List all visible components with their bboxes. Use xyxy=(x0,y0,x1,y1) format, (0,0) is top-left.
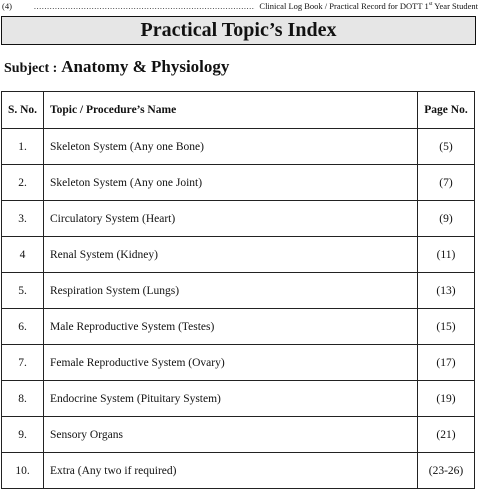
row-topic: Respiration System (Lungs) xyxy=(44,273,418,309)
running-head xyxy=(2,0,478,12)
row-page: (5) xyxy=(418,129,475,165)
row-topic: Endocrine System (Pituitary System) xyxy=(44,381,418,417)
index-table xyxy=(1,91,475,489)
row-sno: 2. xyxy=(2,165,44,201)
row-topic: Skeleton System (Any one Joint) xyxy=(44,165,418,201)
page-title: Practical Topic’s Index xyxy=(1,16,476,45)
row-topic: Female Reproductive System (Ovary) xyxy=(44,345,418,381)
table-row xyxy=(2,165,475,201)
row-topic: Extra (Any two if required) xyxy=(44,453,418,489)
row-sno: 10. xyxy=(2,453,44,489)
page-number: (4) xyxy=(2,1,12,11)
row-topic: Male Reproductive System (Testes) xyxy=(44,309,418,345)
row-page: (7) xyxy=(418,165,475,201)
row-topic: Renal System (Kidney) xyxy=(44,237,418,273)
subject-value: Anatomy & Physiology xyxy=(61,57,230,76)
running-title-sup: st xyxy=(428,1,433,8)
row-topic: Skeleton System (Any one Bone) xyxy=(44,129,418,165)
row-topic: Circulatory System (Heart) xyxy=(44,201,418,237)
row-sno: 5. xyxy=(2,273,44,309)
table-row xyxy=(2,129,475,165)
row-sno: 9. xyxy=(2,417,44,453)
table-header-row xyxy=(2,92,475,129)
running-title-main: Clinical Log Book / Practical Record for DOTT 1 xyxy=(259,1,429,11)
running-title-tail: Year Student xyxy=(432,1,478,11)
header-topic: Topic / Procedure’s Name xyxy=(44,92,418,129)
running-title xyxy=(259,0,478,12)
table-row xyxy=(2,417,475,453)
row-sno: 3. xyxy=(2,201,44,237)
row-page: (11) xyxy=(418,237,475,273)
table-row xyxy=(2,237,475,273)
table-row xyxy=(2,273,475,309)
row-page: (13) xyxy=(418,273,475,309)
row-sno: 8. xyxy=(2,381,44,417)
table-row xyxy=(2,201,475,237)
row-page: (21) xyxy=(418,417,475,453)
row-page: (9) xyxy=(418,201,475,237)
row-sno: 7. xyxy=(2,345,44,381)
row-page: (19) xyxy=(418,381,475,417)
table-row xyxy=(2,381,475,417)
leader-dots xyxy=(34,0,255,12)
row-sno: 6. xyxy=(2,309,44,345)
row-topic: Sensory Organs xyxy=(44,417,418,453)
row-page: (15) xyxy=(418,309,475,345)
table-row xyxy=(2,453,475,489)
row-page: (23-26) xyxy=(418,453,475,489)
subject-label: Subject : xyxy=(4,61,58,76)
header-sno: S. No. xyxy=(2,92,44,129)
table-row xyxy=(2,309,475,345)
row-sno: 4 xyxy=(2,237,44,273)
row-sno: 1. xyxy=(2,129,44,165)
header-page: Page No. xyxy=(418,92,475,129)
subject-line xyxy=(4,57,229,77)
row-page: (17) xyxy=(418,345,475,381)
table-row xyxy=(2,345,475,381)
